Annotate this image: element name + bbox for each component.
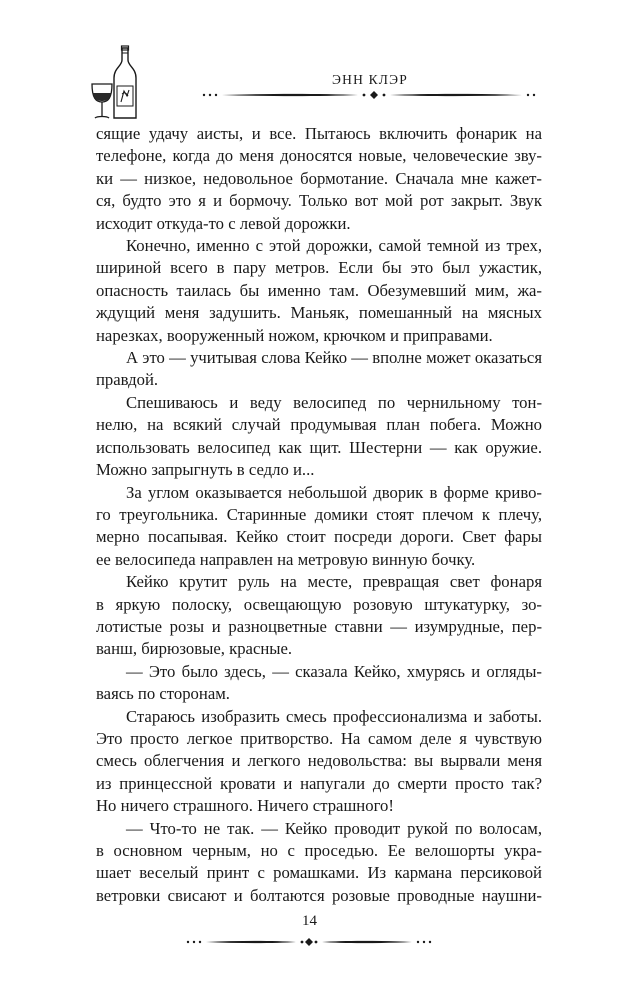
- text-line: Конечно, именно с этой дорожки, самой темной из трех,: [126, 236, 542, 256]
- wine-glass-bottle-icon: [86, 44, 148, 122]
- text-line: правдой.: [96, 370, 159, 390]
- text-line: нелю, на всякий случай продумывая план побега. Можно: [96, 415, 542, 435]
- text-line: телефоне, когда до меня доносятся новые, человеческие зву-: [96, 146, 542, 166]
- top-ornament-divider: [200, 88, 540, 102]
- text-line: Но ничего страшного. Ничего страшного!: [96, 796, 394, 816]
- running-head-author: ЭНН КЛЭР: [332, 72, 408, 87]
- bottom-ornament-divider: [184, 935, 434, 949]
- text-line: Спешиваюсь и веду велосипед по чернильному тон-: [126, 392, 542, 412]
- text-line: Кейко крутит руль на месте, превращая свет фонаря: [126, 572, 542, 592]
- text-line: ветровки свисают и болтаются розовые проводные наушни-: [96, 885, 542, 905]
- paragraph: [96, 123, 542, 235]
- text-line: исходит откуда-то с левой дорожки.: [96, 213, 351, 233]
- text-line: ждущий меня задушить. Маньяк, помешанный на мясных: [96, 303, 542, 323]
- text-line: — Это было здесь, — сказала Кейко, хмурясь и огляды-: [126, 661, 542, 681]
- text-line: в основном черным, но с проседью. Ее велошорты укра-: [96, 841, 542, 860]
- text-line: ки — низкое, недовольное бормотание. Сначала мне кажет-: [96, 168, 542, 188]
- text-line: лотистые розы и разноцветные ставни — изумрудные, пер-: [96, 616, 542, 636]
- text-line: шает веселый принт с ромашками. Из кармана персиковой: [96, 863, 542, 883]
- main-text-block: [96, 123, 542, 907]
- paragraph: [96, 482, 542, 572]
- text-line: из принцессной кровати и напугали до смерти просто так?: [96, 773, 542, 793]
- text-line: го треугольника. Старинные домики стоят плечом к плечу,: [96, 504, 542, 524]
- text-line: сящие удачу аисты, и все. Пытаюсь включить фонарик на: [96, 124, 542, 143]
- paragraph: [96, 818, 542, 908]
- text-line: ся, будто это я и бормочу. Только вот мой рот закрыт. Звук: [96, 191, 542, 211]
- text-line: мерно посапывая. Кейко стоит посреди дороги. Свет фары: [96, 527, 542, 547]
- page-number: 14: [302, 913, 317, 929]
- paragraph: [96, 235, 542, 347]
- text-line: использовать велосипед как щит. Шестерни — как оружие.: [96, 437, 542, 457]
- text-line: шириной всего в пару метров. Если бы это был ужастик,: [96, 258, 542, 278]
- text-line: Это просто легкое притворство. На самом деле я чувствую: [96, 728, 542, 748]
- paragraph: [96, 661, 542, 706]
- text-line: За углом оказывается небольшой дворик в форме криво-: [126, 482, 542, 502]
- text-line: Можно запрыгнуть в седло и...: [96, 460, 315, 480]
- paragraph: [96, 706, 542, 818]
- text-line: смесь облегчения и легкого недовольства: вы вырвали меня: [96, 751, 542, 771]
- text-line: Стараюсь изобразить смесь профессионализма и заботы.: [126, 706, 542, 726]
- text-line: нарезках, вооруженный ножом, крючком и приправами.: [96, 325, 493, 345]
- text-line: опасность таилась бы именно там. Обезумевший мим, жа-: [96, 280, 542, 300]
- text-line: А это — учитывая слова Кейко — вполне может оказаться: [126, 348, 542, 368]
- paragraph: [96, 347, 542, 392]
- text-line: ваясь по сторонам.: [96, 684, 230, 704]
- paragraph: [96, 571, 542, 661]
- paragraph: [96, 392, 542, 482]
- text-line: — Что-то не так. — Кейко проводит рукой по волосам,: [126, 818, 542, 838]
- text-line: ванш, бирюзовые, красные.: [96, 639, 293, 659]
- text-line: ее велосипеда направлен на метровую винную бочку.: [96, 549, 476, 569]
- text-line: в яркую полоску, освещающую розовую штукатурку, зо-: [96, 594, 542, 614]
